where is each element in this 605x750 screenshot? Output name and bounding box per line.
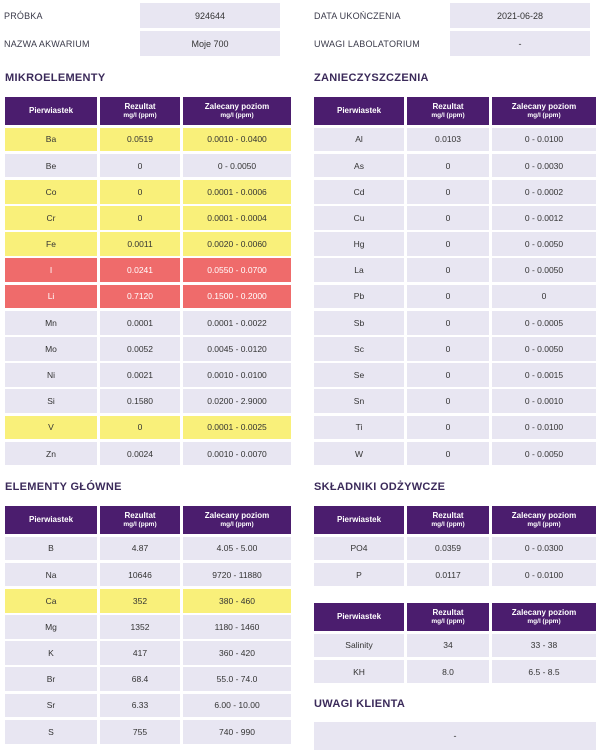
cell-result: 6.33 xyxy=(100,694,180,718)
header-result-unit: mg/l (ppm) xyxy=(123,112,157,119)
cell-result: 0.0021 xyxy=(100,363,180,387)
cell-recommended: 55.0 - 74.0 xyxy=(183,667,291,691)
table-row xyxy=(5,720,291,744)
table-row xyxy=(314,154,596,178)
cell-element: W xyxy=(314,442,404,466)
table-row xyxy=(5,641,291,665)
header-recommended-label: Zalecany poziom xyxy=(511,102,577,111)
table-row xyxy=(5,416,291,440)
table-row xyxy=(314,416,596,440)
end-date-row xyxy=(310,3,590,28)
table-row xyxy=(5,537,291,561)
header-result-label: Rezultat xyxy=(124,102,156,111)
cell-element: S xyxy=(5,720,97,744)
table-row xyxy=(314,442,596,466)
cell-recommended: 0 - 0.0002 xyxy=(492,180,596,204)
cell-recommended: 0.0001 - 0.0006 xyxy=(183,180,291,204)
cell-recommended: 0.0010 - 0.0100 xyxy=(183,363,291,387)
cell-element: K xyxy=(5,641,97,665)
nutrients-title: SKŁADNIKI ODŻYWCZE xyxy=(314,481,446,493)
header-element-label: Pierwiastek xyxy=(336,612,382,621)
header-element xyxy=(314,603,404,631)
cell-recommended: 0.0001 - 0.0025 xyxy=(183,416,291,440)
header-recommended-label: Zalecany poziom xyxy=(511,511,577,520)
cell-result: 0 xyxy=(407,442,489,466)
cell-element: Li xyxy=(5,285,97,309)
cell-recommended: 0 - 0.0100 xyxy=(492,416,596,440)
contaminants-title: ZANIECZYSZCZENIA xyxy=(314,72,429,84)
table-row xyxy=(314,311,596,335)
cell-element: Ni xyxy=(5,363,97,387)
header-element-label: Pierwiastek xyxy=(336,106,382,115)
cell-element: V xyxy=(5,416,97,440)
cell-element: Sn xyxy=(314,389,404,413)
header-recommended xyxy=(183,97,291,125)
cell-element: Al xyxy=(314,128,404,152)
table-row xyxy=(5,337,291,361)
cell-recommended: 0 - 0.0050 xyxy=(492,337,596,361)
cell-result: 0.0519 xyxy=(100,128,180,152)
cell-recommended: 0.0020 - 0.0060 xyxy=(183,232,291,256)
cell-result: 8.0 xyxy=(407,660,489,684)
cell-recommended: 6.5 - 8.5 xyxy=(492,660,596,684)
cell-element: Cr xyxy=(5,206,97,230)
table-row xyxy=(314,337,596,361)
table-row xyxy=(5,442,291,466)
cell-recommended: 0.0550 - 0.0700 xyxy=(183,258,291,282)
end-date-label: DATA UKOŃCZENIA xyxy=(314,10,401,21)
cell-recommended: 0 - 0.0050 xyxy=(492,232,596,256)
cell-element: Br xyxy=(5,667,97,691)
cell-recommended: 1180 - 1460 xyxy=(183,615,291,639)
cell-result: 755 xyxy=(100,720,180,744)
cell-recommended: 0.0001 - 0.0022 xyxy=(183,311,291,335)
header-element-label: Pierwiastek xyxy=(28,106,74,115)
sample-value: 924644 xyxy=(140,3,280,28)
cell-recommended: 0.0001 - 0.0004 xyxy=(183,206,291,230)
header-element xyxy=(314,506,404,534)
cell-result: 0 xyxy=(100,416,180,440)
header-element xyxy=(5,97,97,125)
cell-result: 0 xyxy=(100,180,180,204)
header-result xyxy=(407,97,489,125)
header-element-label: Pierwiastek xyxy=(336,515,382,524)
cell-result: 0.0117 xyxy=(407,563,489,587)
cell-result: 0 xyxy=(407,311,489,335)
header-result-unit: mg/l (ppm) xyxy=(431,521,465,528)
header-recommended-unit: mg/l (ppm) xyxy=(527,112,561,119)
cell-element: La xyxy=(314,258,404,282)
cell-recommended: 0 - 0.0050 xyxy=(492,442,596,466)
client-notes-title: UWAGI KLIENTA xyxy=(314,698,406,710)
table-row xyxy=(314,285,596,309)
cell-recommended: 0 - 0.0012 xyxy=(492,206,596,230)
cell-element: Sb xyxy=(314,311,404,335)
header-recommended-unit: mg/l (ppm) xyxy=(220,521,254,528)
cell-result: 34 xyxy=(407,634,489,658)
table-row xyxy=(314,180,596,204)
cell-result: 0 xyxy=(407,180,489,204)
cell-result: 0.0011 xyxy=(100,232,180,256)
cell-element: Pb xyxy=(314,285,404,309)
table-header xyxy=(314,603,596,631)
cell-recommended: 0 - 0.0005 xyxy=(492,311,596,335)
cell-recommended: 0.0200 - 2.9000 xyxy=(183,389,291,413)
cell-recommended: 0.0045 - 0.0120 xyxy=(183,337,291,361)
cell-element: Ba xyxy=(5,128,97,152)
cell-element: Ti xyxy=(314,416,404,440)
header-result-unit: mg/l (ppm) xyxy=(123,521,157,528)
table-row xyxy=(5,563,291,587)
cell-result: 0 xyxy=(407,389,489,413)
table-row xyxy=(314,232,596,256)
cell-result: 0 xyxy=(407,154,489,178)
table-header xyxy=(314,506,596,534)
cell-result: 0.7120 xyxy=(100,285,180,309)
cell-element: Cu xyxy=(314,206,404,230)
header-result-label: Rezultat xyxy=(432,608,464,617)
cell-element: Hg xyxy=(314,232,404,256)
header-result-label: Rezultat xyxy=(124,511,156,520)
cell-recommended: 0 - 0.0100 xyxy=(492,128,596,152)
header-element xyxy=(5,506,97,534)
cell-recommended: 6.00 - 10.00 xyxy=(183,694,291,718)
nutrients-table xyxy=(314,506,596,586)
header-element-label: Pierwiastek xyxy=(28,515,74,524)
table-row xyxy=(5,128,291,152)
table-row xyxy=(5,363,291,387)
header-recommended xyxy=(183,506,291,534)
table-row xyxy=(314,363,596,387)
cell-recommended: 0 - 0.0300 xyxy=(492,537,596,561)
header-result-label: Rezultat xyxy=(432,102,464,111)
cell-result: 0.0359 xyxy=(407,537,489,561)
cell-element: Salinity xyxy=(314,634,404,658)
cell-result: 4.87 xyxy=(100,537,180,561)
cell-recommended: 0 - 0.0050 xyxy=(183,154,291,178)
water-params-table xyxy=(314,603,596,683)
cell-result: 0 xyxy=(407,416,489,440)
lab-notes-row xyxy=(310,31,590,56)
cell-result: 0.0103 xyxy=(407,128,489,152)
cell-result: 0 xyxy=(407,258,489,282)
header-element xyxy=(314,97,404,125)
cell-result: 0 xyxy=(407,363,489,387)
cell-recommended: 0.0010 - 0.0400 xyxy=(183,128,291,152)
microelements-table xyxy=(5,97,291,465)
cell-result: 0 xyxy=(407,206,489,230)
cell-element: P xyxy=(314,563,404,587)
main-elements-title: ELEMENTY GŁÓWNE xyxy=(5,481,122,493)
table-row xyxy=(5,180,291,204)
cell-recommended: 0 - 0.0100 xyxy=(492,563,596,587)
header-recommended xyxy=(492,603,596,631)
cell-recommended: 0.0010 - 0.0070 xyxy=(183,442,291,466)
aquarium-label: NAZWA AKWARIUM xyxy=(4,38,90,49)
header-recommended-unit: mg/l (ppm) xyxy=(527,521,561,528)
cell-recommended: 0 - 0.0050 xyxy=(492,258,596,282)
cell-recommended: 0 - 0.0010 xyxy=(492,389,596,413)
cell-result: 0 xyxy=(407,285,489,309)
header-recommended-label: Zalecany poziom xyxy=(511,608,577,617)
table-row xyxy=(5,667,291,691)
table-row xyxy=(314,206,596,230)
cell-result: 352 xyxy=(100,589,180,613)
cell-recommended: 9720 - 11880 xyxy=(183,563,291,587)
sample-row xyxy=(0,3,280,28)
header-recommended xyxy=(492,506,596,534)
aquarium-row xyxy=(0,31,280,56)
lab-notes-label: UWAGI LABOLATORIUM xyxy=(314,38,420,49)
cell-element: PO4 xyxy=(314,537,404,561)
cell-element: B xyxy=(5,537,97,561)
table-row xyxy=(314,660,596,684)
table-row xyxy=(5,258,291,282)
client-notes-value: - xyxy=(314,722,596,750)
header-recommended-label: Zalecany poziom xyxy=(204,511,270,520)
table-row xyxy=(5,311,291,335)
cell-recommended: 740 - 990 xyxy=(183,720,291,744)
cell-element: Mo xyxy=(5,337,97,361)
cell-element: Sr xyxy=(5,694,97,718)
table-row xyxy=(314,634,596,658)
aquarium-value: Moje 700 xyxy=(140,31,280,56)
cell-element: As xyxy=(314,154,404,178)
header-recommended-unit: mg/l (ppm) xyxy=(220,112,254,119)
cell-element: Be xyxy=(5,154,97,178)
table-row xyxy=(314,128,596,152)
table-header xyxy=(314,97,596,125)
table-header xyxy=(5,506,291,534)
cell-result: 0 xyxy=(100,154,180,178)
cell-result: 0.0001 xyxy=(100,311,180,335)
cell-element: Mg xyxy=(5,615,97,639)
cell-result: 10646 xyxy=(100,563,180,587)
cell-result: 68.4 xyxy=(100,667,180,691)
table-row xyxy=(314,389,596,413)
cell-element: Sc xyxy=(314,337,404,361)
cell-recommended: 0.1500 - 0.2000 xyxy=(183,285,291,309)
cell-element: Si xyxy=(5,389,97,413)
cell-recommended: 380 - 460 xyxy=(183,589,291,613)
cell-result: 0.0052 xyxy=(100,337,180,361)
table-row xyxy=(5,389,291,413)
header-result-label: Rezultat xyxy=(432,511,464,520)
header-result xyxy=(100,97,180,125)
cell-result: 0 xyxy=(100,206,180,230)
sample-label: PRÓBKA xyxy=(4,10,43,21)
cell-element: KH xyxy=(314,660,404,684)
cell-element: Mn xyxy=(5,311,97,335)
cell-result: 0.1580 xyxy=(100,389,180,413)
cell-result: 417 xyxy=(100,641,180,665)
cell-result: 0 xyxy=(407,232,489,256)
table-row xyxy=(5,154,291,178)
cell-result: 0 xyxy=(407,337,489,361)
table-row xyxy=(314,537,596,561)
cell-element: I xyxy=(5,258,97,282)
table-row xyxy=(5,232,291,256)
cell-element: Co xyxy=(5,180,97,204)
cell-element: Fe xyxy=(5,232,97,256)
cell-recommended: 33 - 38 xyxy=(492,634,596,658)
header-recommended xyxy=(492,97,596,125)
end-date-value: 2021-06-28 xyxy=(450,3,590,28)
cell-recommended: 0 - 0.0015 xyxy=(492,363,596,387)
table-row xyxy=(314,563,596,587)
header-result xyxy=(407,506,489,534)
table-row xyxy=(5,694,291,718)
header-recommended-unit: mg/l (ppm) xyxy=(527,618,561,625)
cell-result: 0.0241 xyxy=(100,258,180,282)
main-elements-table xyxy=(5,506,291,744)
header-result xyxy=(100,506,180,534)
microelements-title: MIKROELEMENTY xyxy=(5,72,106,84)
cell-recommended: 0 - 0.0030 xyxy=(492,154,596,178)
header-result xyxy=(407,603,489,631)
header-recommended-label: Zalecany poziom xyxy=(204,102,270,111)
contaminants-table xyxy=(314,97,596,465)
cell-recommended: 0 xyxy=(492,285,596,309)
table-row xyxy=(314,258,596,282)
table-header xyxy=(5,97,291,125)
cell-element: Se xyxy=(314,363,404,387)
cell-recommended: 360 - 420 xyxy=(183,641,291,665)
table-row xyxy=(5,206,291,230)
header-result-unit: mg/l (ppm) xyxy=(431,618,465,625)
cell-result: 0.0024 xyxy=(100,442,180,466)
cell-recommended: 4.05 - 5.00 xyxy=(183,537,291,561)
header-result-unit: mg/l (ppm) xyxy=(431,112,465,119)
cell-result: 1352 xyxy=(100,615,180,639)
cell-element: Ca xyxy=(5,589,97,613)
table-row xyxy=(5,285,291,309)
cell-element: Cd xyxy=(314,180,404,204)
table-row xyxy=(5,589,291,613)
cell-element: Na xyxy=(5,563,97,587)
table-row xyxy=(5,615,291,639)
lab-notes-value: - xyxy=(450,31,590,56)
cell-element: Zn xyxy=(5,442,97,466)
